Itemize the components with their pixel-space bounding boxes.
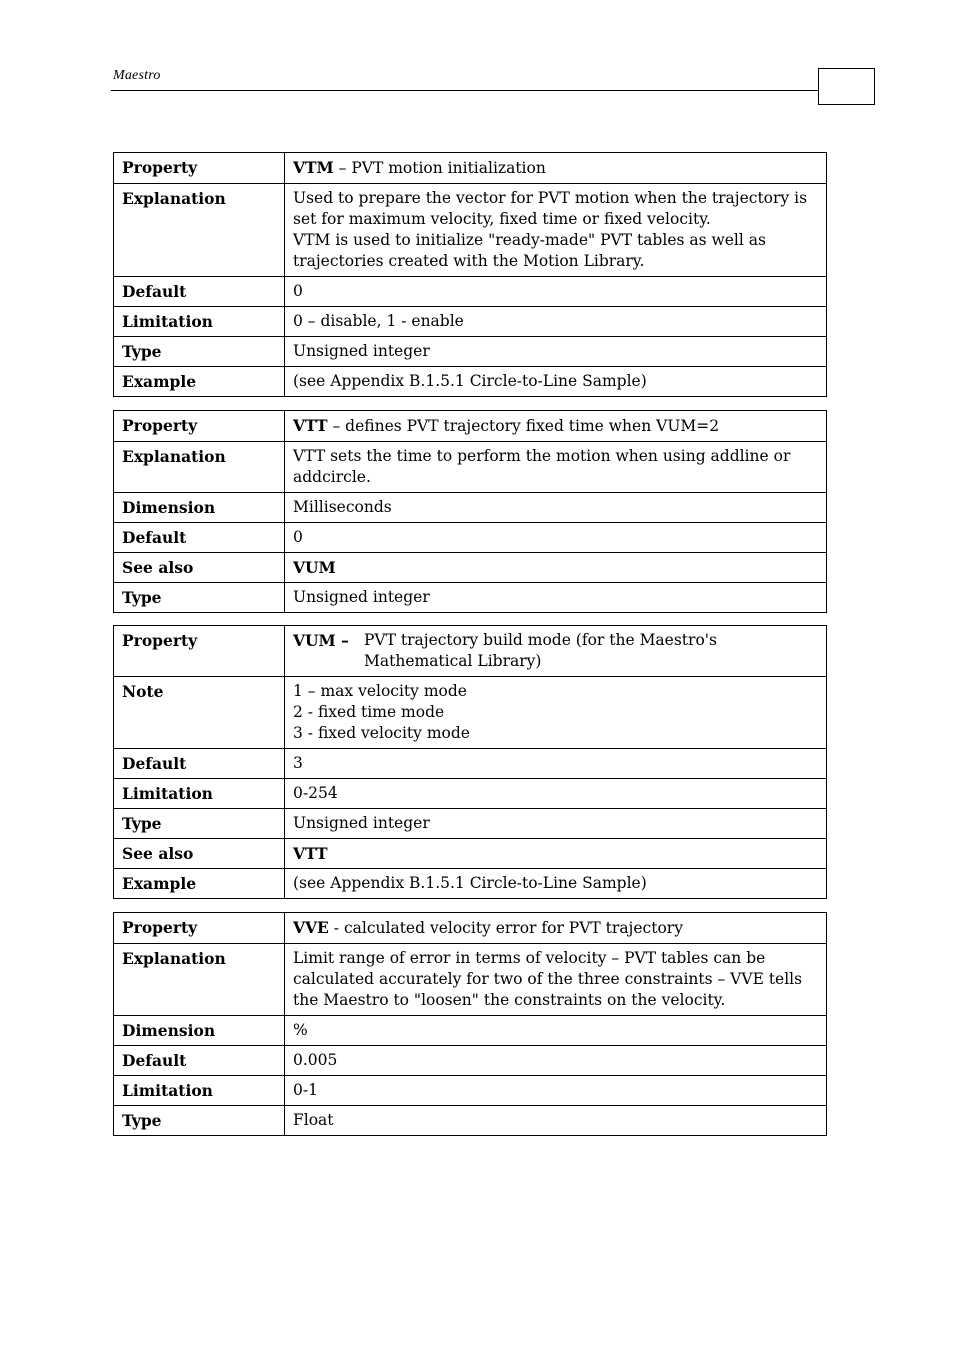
row-value: Unsigned integer	[285, 337, 827, 367]
row-value: (see Appendix B.1.5.1 Circle-to-Line Sample)	[285, 367, 827, 397]
table-row	[114, 1016, 827, 1046]
row-label: Property	[114, 153, 285, 184]
row-value: 0	[285, 277, 827, 307]
property-table-vtm	[113, 152, 827, 397]
table-row	[114, 913, 827, 944]
table-row	[114, 839, 827, 869]
table-row	[114, 944, 827, 1016]
row-label: Property	[114, 626, 285, 677]
table-row	[114, 583, 827, 613]
row-value	[285, 626, 827, 677]
table-row	[114, 153, 827, 184]
row-label: Example	[114, 869, 285, 899]
row-value	[285, 184, 827, 277]
row-label: Type	[114, 809, 285, 839]
table-row	[114, 277, 827, 307]
property-description: PVT trajectory build mode (for the Maestro's Mathematical Library)	[364, 631, 717, 670]
row-label: Dimension	[114, 493, 285, 523]
row-value: VTT sets the time to perform the motion when using addline or addcircle.	[285, 442, 827, 493]
row-label: Type	[114, 337, 285, 367]
row-value: 0	[285, 523, 827, 553]
row-label: Default	[114, 1046, 285, 1076]
table-row	[114, 442, 827, 493]
row-label: Explanation	[114, 442, 285, 493]
row-value: (see Appendix B.1.5.1 Circle-to-Line Sample)	[285, 869, 827, 899]
row-label: Explanation	[114, 944, 285, 1016]
table-row	[114, 677, 827, 749]
row-label: Property	[114, 913, 285, 944]
note-line: 3 - fixed velocity mode	[293, 724, 470, 742]
row-value: Float	[285, 1106, 827, 1136]
table-row	[114, 779, 827, 809]
explanation-line: Used to prepare the vector for PVT motion when the trajectory is set for maximum velocity, fixed time or fixed velocity.	[293, 189, 808, 228]
row-value: %	[285, 1016, 827, 1046]
row-label: Default	[114, 277, 285, 307]
table-row	[114, 809, 827, 839]
table-row	[114, 749, 827, 779]
row-label: Limitation	[114, 307, 285, 337]
row-label: Type	[114, 1106, 285, 1136]
property-description: - calculated velocity error for PVT trajectory	[328, 919, 683, 937]
row-label: Property	[114, 411, 285, 442]
property-heading	[293, 630, 818, 672]
property-code: VVE	[293, 918, 329, 937]
row-label: Default	[114, 523, 285, 553]
property-description: – defines PVT trajectory fixed time when VUM=2	[327, 417, 720, 435]
row-label: See also	[114, 839, 285, 869]
row-label: Default	[114, 749, 285, 779]
table-row	[114, 553, 827, 583]
row-value: 3	[285, 749, 827, 779]
row-value: VUM	[285, 553, 827, 583]
row-label: Explanation	[114, 184, 285, 277]
explanation-line: VTM is used to initialize "ready-made" PVT tables as well as trajectories created with the Motion Library.	[293, 231, 766, 270]
table-row	[114, 367, 827, 397]
property-table-vtt	[113, 410, 827, 613]
property-table-vum	[113, 625, 827, 899]
table-row	[114, 493, 827, 523]
row-value: 0.005	[285, 1046, 827, 1076]
row-value: Milliseconds	[285, 493, 827, 523]
note-line: 2 - fixed time mode	[293, 703, 445, 721]
row-label: Example	[114, 367, 285, 397]
table-row	[114, 523, 827, 553]
running-header-title: Maestro	[113, 68, 161, 83]
row-value: Limit range of error in terms of velocity – PVT tables can be calculated accurately for two of the three constraints – VVE tells the Maestro to "loosen" the constraints on the velocity.	[285, 944, 827, 1016]
table-row	[114, 307, 827, 337]
table-row	[114, 184, 827, 277]
table-row	[114, 337, 827, 367]
row-value	[285, 913, 827, 944]
row-value: Unsigned integer	[285, 583, 827, 613]
property-code: VTM	[293, 158, 334, 177]
row-label: Limitation	[114, 1076, 285, 1106]
table-row	[114, 1046, 827, 1076]
row-label: Dimension	[114, 1016, 285, 1046]
row-value: 0 – disable, 1 - enable	[285, 307, 827, 337]
row-label: Limitation	[114, 779, 285, 809]
row-label: Type	[114, 583, 285, 613]
row-label: Note	[114, 677, 285, 749]
row-value: VTT	[285, 839, 827, 869]
table-row	[114, 1106, 827, 1136]
table-row	[114, 411, 827, 442]
page-number-box	[818, 68, 875, 105]
row-value	[285, 153, 827, 184]
table-row	[114, 869, 827, 899]
row-value	[285, 411, 827, 442]
row-label: See also	[114, 553, 285, 583]
note-line: 1 – max velocity mode	[293, 682, 467, 700]
property-code: VTT	[293, 416, 328, 435]
table-row	[114, 626, 827, 677]
row-value: 0-254	[285, 779, 827, 809]
table-row	[114, 1076, 827, 1106]
property-table-vve	[113, 912, 827, 1136]
row-value: 0-1	[285, 1076, 827, 1106]
property-description: – PVT motion initialization	[333, 159, 546, 177]
property-code: VUM –	[293, 631, 349, 650]
row-value: Unsigned integer	[285, 809, 827, 839]
header-rule	[111, 90, 818, 91]
row-value	[285, 677, 827, 749]
